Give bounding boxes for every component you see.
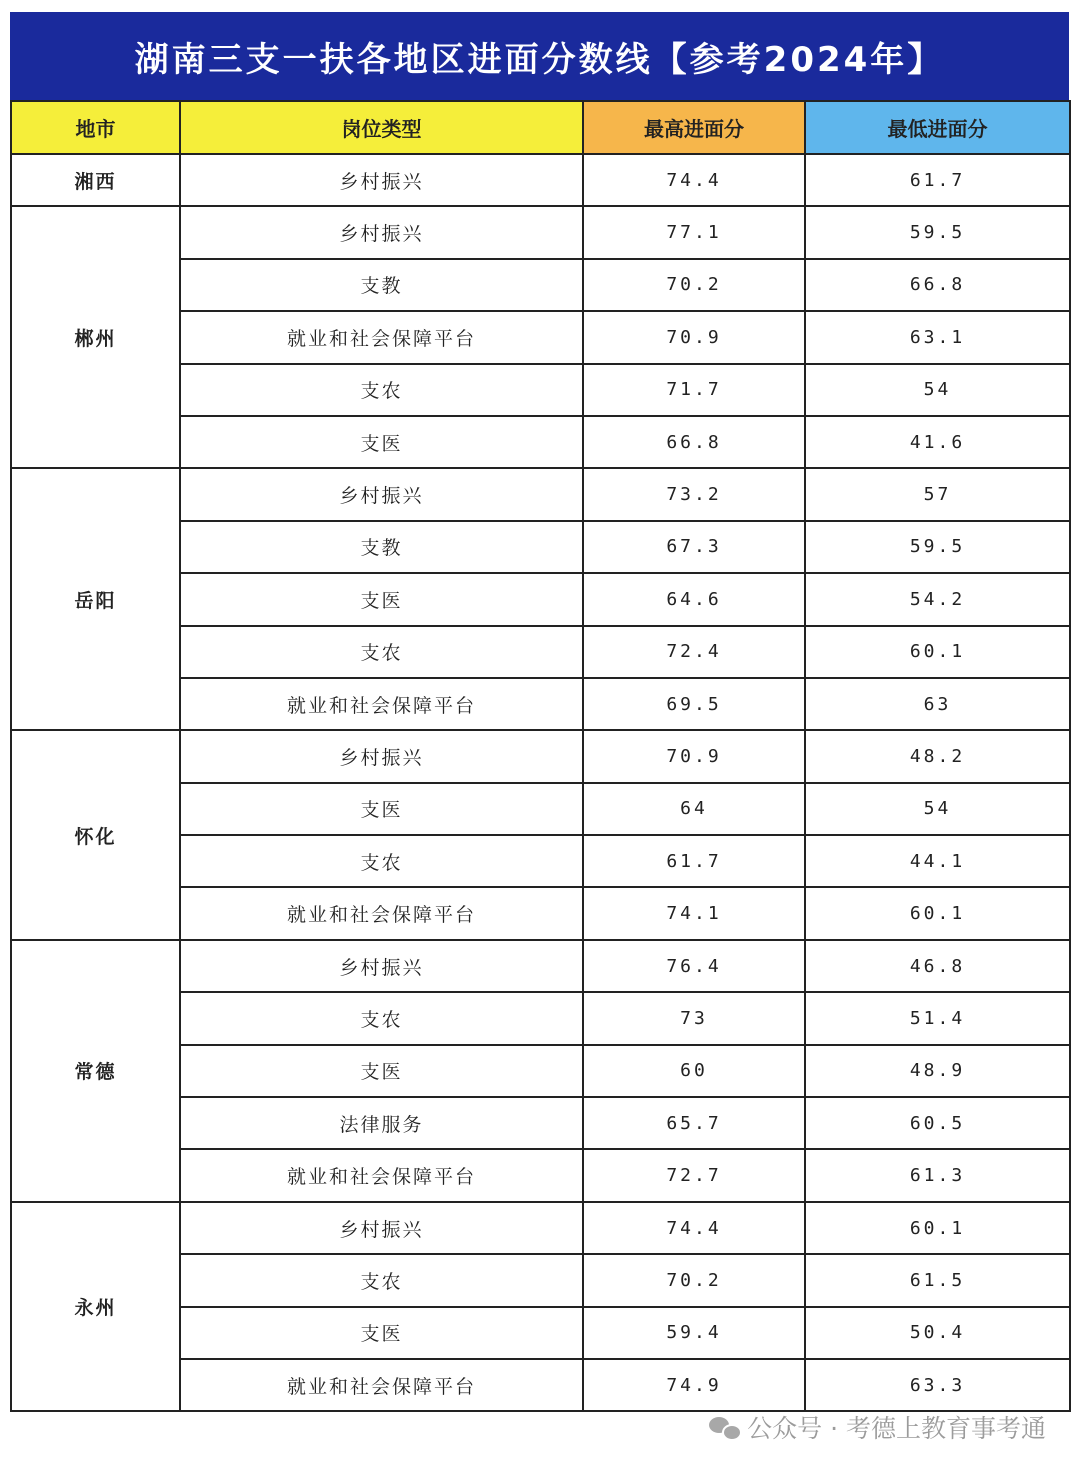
min-score-cell: 60.1 <box>805 1202 1070 1254</box>
min-score-cell: 63.1 <box>805 311 1070 363</box>
position-type-cell: 支医 <box>180 1307 583 1359</box>
position-type-cell: 就业和社会保障平台 <box>180 1359 583 1411</box>
position-type-cell: 就业和社会保障平台 <box>180 1149 583 1201</box>
max-score-cell: 70.9 <box>583 311 805 363</box>
min-score-cell: 59.5 <box>805 521 1070 573</box>
max-score-cell: 73.2 <box>583 468 805 520</box>
position-type-cell: 支医 <box>180 783 583 835</box>
min-score-cell: 60.1 <box>805 626 1070 678</box>
watermark-text: 公众号 · 考德上教育事考通 <box>747 1414 1046 1443</box>
min-score-cell: 48.9 <box>805 1045 1070 1097</box>
position-type-cell: 就业和社会保障平台 <box>180 678 583 730</box>
max-score-cell: 59.4 <box>583 1307 805 1359</box>
min-score-cell: 54.2 <box>805 573 1070 625</box>
max-score-cell: 74.9 <box>583 1359 805 1411</box>
table-row <box>11 468 1070 520</box>
position-type-cell: 就业和社会保障平台 <box>180 887 583 939</box>
position-type-cell: 乡村振兴 <box>180 1202 583 1254</box>
table-header <box>11 101 1070 154</box>
city-cell: 湘西 <box>11 154 180 206</box>
page-title: 湖南三支一扶各地区进面分数线【参考2024年】 <box>10 12 1069 100</box>
max-score-cell: 67.3 <box>583 521 805 573</box>
position-type-cell: 支教 <box>180 259 583 311</box>
max-score-cell: 71.7 <box>583 364 805 416</box>
position-type-cell: 乡村振兴 <box>180 154 583 206</box>
score-table <box>10 100 1071 1412</box>
min-score-cell: 61.5 <box>805 1254 1070 1306</box>
min-score-cell: 61.7 <box>805 154 1070 206</box>
city-cell: 岳阳 <box>11 468 180 730</box>
max-score-cell: 76.4 <box>583 940 805 992</box>
min-score-cell: 60.1 <box>805 887 1070 939</box>
max-score-cell: 70.9 <box>583 730 805 782</box>
header-min-score: 最低进面分 <box>805 101 1070 154</box>
max-score-cell: 61.7 <box>583 835 805 887</box>
min-score-cell: 54 <box>805 783 1070 835</box>
max-score-cell: 77.1 <box>583 206 805 258</box>
min-score-cell: 50.4 <box>805 1307 1070 1359</box>
position-type-cell: 就业和社会保障平台 <box>180 311 583 363</box>
min-score-cell: 44.1 <box>805 835 1070 887</box>
min-score-cell: 59.5 <box>805 206 1070 258</box>
max-score-cell: 70.2 <box>583 1254 805 1306</box>
header-max-score: 最高进面分 <box>583 101 805 154</box>
min-score-cell: 61.3 <box>805 1149 1070 1201</box>
min-score-cell: 46.8 <box>805 940 1070 992</box>
position-type-cell: 支教 <box>180 521 583 573</box>
wechat-icon <box>709 1415 739 1439</box>
position-type-cell: 支农 <box>180 992 583 1044</box>
max-score-cell: 70.2 <box>583 259 805 311</box>
max-score-cell: 66.8 <box>583 416 805 468</box>
max-score-cell: 60 <box>583 1045 805 1097</box>
city-cell: 怀化 <box>11 730 180 940</box>
min-score-cell: 60.5 <box>805 1097 1070 1149</box>
position-type-cell: 支农 <box>180 835 583 887</box>
position-type-cell: 乡村振兴 <box>180 940 583 992</box>
header-position-type: 岗位类型 <box>180 101 583 154</box>
position-type-cell: 乡村振兴 <box>180 730 583 782</box>
header-city: 地市 <box>11 101 180 154</box>
position-type-cell: 支农 <box>180 364 583 416</box>
min-score-cell: 48.2 <box>805 730 1070 782</box>
table-row <box>11 154 1070 206</box>
max-score-cell: 69.5 <box>583 678 805 730</box>
table-row <box>11 940 1070 992</box>
table-row <box>11 206 1070 258</box>
min-score-cell: 54 <box>805 364 1070 416</box>
min-score-cell: 63 <box>805 678 1070 730</box>
max-score-cell: 64.6 <box>583 573 805 625</box>
table-row <box>11 1202 1070 1254</box>
position-type-cell: 支农 <box>180 626 583 678</box>
watermark <box>709 1409 1046 1445</box>
position-type-cell: 乡村振兴 <box>180 468 583 520</box>
max-score-cell: 73 <box>583 992 805 1044</box>
min-score-cell: 66.8 <box>805 259 1070 311</box>
min-score-cell: 63.3 <box>805 1359 1070 1411</box>
max-score-cell: 74.4 <box>583 1202 805 1254</box>
score-table-frame <box>10 12 1069 1412</box>
table-row <box>11 730 1070 782</box>
position-type-cell: 乡村振兴 <box>180 206 583 258</box>
max-score-cell: 65.7 <box>583 1097 805 1149</box>
min-score-cell: 51.4 <box>805 992 1070 1044</box>
min-score-cell: 57 <box>805 468 1070 520</box>
position-type-cell: 法律服务 <box>180 1097 583 1149</box>
position-type-cell: 支医 <box>180 573 583 625</box>
max-score-cell: 72.7 <box>583 1149 805 1201</box>
header-row <box>11 101 1070 154</box>
position-type-cell: 支农 <box>180 1254 583 1306</box>
min-score-cell: 41.6 <box>805 416 1070 468</box>
city-cell: 郴州 <box>11 206 180 468</box>
position-type-cell: 支医 <box>180 1045 583 1097</box>
city-cell: 永州 <box>11 1202 180 1412</box>
max-score-cell: 74.4 <box>583 154 805 206</box>
city-cell: 常德 <box>11 940 180 1202</box>
max-score-cell: 74.1 <box>583 887 805 939</box>
position-type-cell: 支医 <box>180 416 583 468</box>
table-body <box>11 154 1070 1411</box>
max-score-cell: 64 <box>583 783 805 835</box>
max-score-cell: 72.4 <box>583 626 805 678</box>
